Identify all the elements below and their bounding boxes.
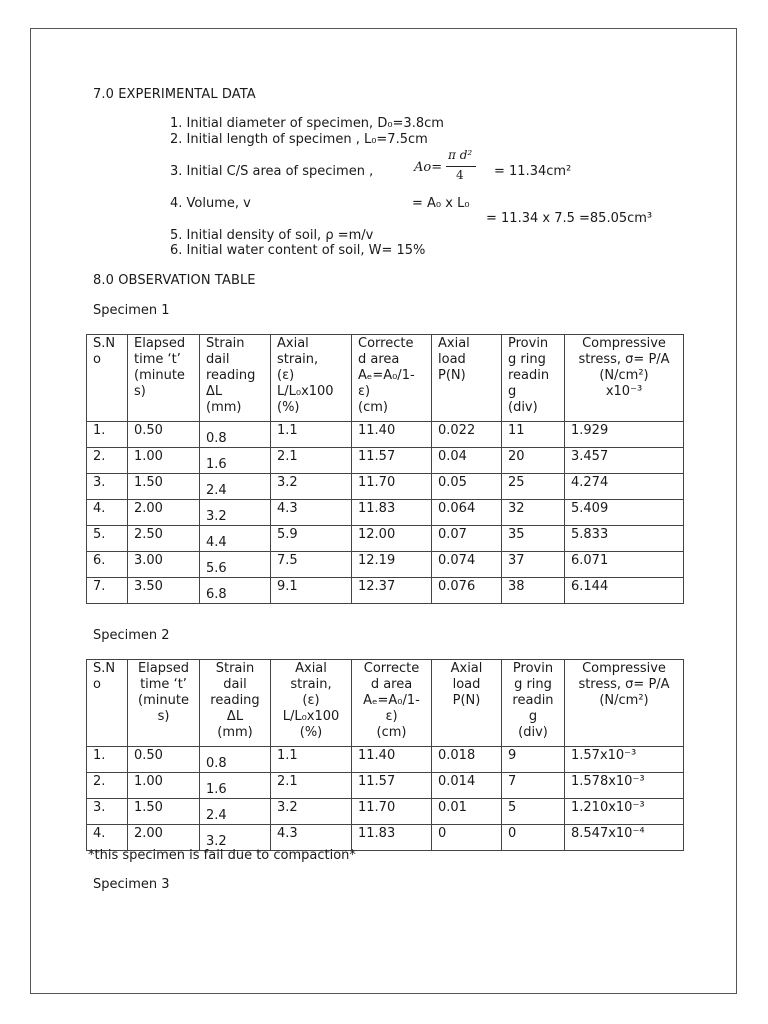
column-header <box>87 335 128 422</box>
table-row <box>87 799 684 825</box>
column-header <box>502 335 565 422</box>
table-cell: 1.00 <box>128 448 200 474</box>
data-item-water-content: 6. Initial water content of soil, W= 15% <box>170 243 426 258</box>
column-header-line: Compressive <box>582 336 666 351</box>
column-header-line: dail <box>206 352 230 367</box>
data-item-density: 5. Initial density of soil, ρ =m/v <box>170 228 374 243</box>
column-header <box>87 660 128 747</box>
table-cell: 0.8 <box>200 422 271 448</box>
column-header <box>432 660 502 747</box>
table-cell: 25 <box>502 474 565 500</box>
section-heading-experimental-data: 7.0 EXPERIMENTAL DATA <box>93 87 256 102</box>
table-cell: 9 <box>502 747 565 773</box>
column-header-line: readin <box>508 368 550 383</box>
column-header-line: (cm) <box>358 400 388 415</box>
table-cell: 5.6 <box>200 552 271 578</box>
table-cell: 2.50 <box>128 526 200 552</box>
table-cell: 20 <box>502 448 565 474</box>
table-cell: 0.04 <box>432 448 502 474</box>
column-header-line: Elapsed <box>137 661 190 676</box>
table-cell: 5.833 <box>565 526 684 552</box>
column-header-line: (mm) <box>206 400 242 415</box>
table-cell: 2.1 <box>271 448 352 474</box>
column-header-line: Correcte <box>358 336 414 351</box>
table-cell: 9.1 <box>271 578 352 604</box>
column-header-line: g ring <box>514 677 552 692</box>
column-header-line: x10⁻³ <box>605 384 643 399</box>
column-header-line: P(N) <box>438 368 466 383</box>
column-header-line: (%) <box>299 725 323 740</box>
column-header-line: P(N) <box>452 693 481 708</box>
column-header-line: o <box>93 352 101 367</box>
column-header-line: (%) <box>277 400 300 415</box>
table-cell: 0.50 <box>128 747 200 773</box>
column-header-line: (ε) <box>302 693 320 708</box>
table-cell: 1.6 <box>200 773 271 799</box>
table-cell: 12.00 <box>352 526 432 552</box>
table-cell: 7.5 <box>271 552 352 578</box>
column-header-line: Provin <box>512 661 554 676</box>
column-header-line: (N/cm²) <box>599 368 649 383</box>
table-cell: 0.014 <box>432 773 502 799</box>
column-header-line: load <box>438 352 466 367</box>
table-cell: 1. <box>87 422 128 448</box>
table-cell: 11.40 <box>352 422 432 448</box>
table-cell: 11.57 <box>352 773 432 799</box>
table-cell: 2.00 <box>128 500 200 526</box>
table-cell: 0 <box>432 825 502 851</box>
table-cell: 11 <box>502 422 565 448</box>
column-header-line: load <box>452 677 481 692</box>
column-header-line: d area <box>358 352 400 367</box>
column-header-line: Strain <box>206 336 245 351</box>
column-header-line: (minute <box>138 693 189 708</box>
table-cell: 1.1 <box>271 747 352 773</box>
column-header-line: Axial <box>438 336 470 351</box>
table-cell: 12.37 <box>352 578 432 604</box>
column-header-line: g <box>508 384 517 399</box>
volume-formula: = A₀ x L₀ <box>412 196 470 211</box>
table-row <box>87 474 684 500</box>
table-cell: 1.50 <box>128 799 200 825</box>
table-cell: 0.022 <box>432 422 502 448</box>
table-cell: 5. <box>87 526 128 552</box>
column-header-line: (N/cm²) <box>599 693 649 708</box>
column-header-line: stress, σ= P/A <box>578 677 670 692</box>
data-item-area: 3. Initial C/S area of specimen , <box>170 164 374 179</box>
column-header <box>128 660 200 747</box>
table-cell: 5 <box>502 799 565 825</box>
table-cell: 3. <box>87 474 128 500</box>
table-cell: 0.018 <box>432 747 502 773</box>
table-cell: 1.6 <box>200 448 271 474</box>
column-header-line: s) <box>157 709 170 724</box>
table-cell: 6.071 <box>565 552 684 578</box>
table-row <box>87 825 684 851</box>
column-header-line: (ε) <box>277 368 295 383</box>
column-header <box>352 660 432 747</box>
column-header-line: time ‘t’ <box>134 352 181 367</box>
table-cell: 3.50 <box>128 578 200 604</box>
table-cell: 0.05 <box>432 474 502 500</box>
column-header-line: Axial <box>277 336 309 351</box>
column-header <box>352 335 432 422</box>
column-header-line: g <box>528 709 538 724</box>
column-header-line: Aₑ=A₀/1- <box>358 368 415 383</box>
table-cell: 11.83 <box>352 500 432 526</box>
table-row <box>87 500 684 526</box>
table-cell: 0.50 <box>128 422 200 448</box>
column-header <box>200 660 271 747</box>
table-cell: 11.70 <box>352 799 432 825</box>
column-header-line: d area <box>370 677 413 692</box>
table-cell: 0.076 <box>432 578 502 604</box>
table-row <box>87 526 684 552</box>
column-header-line: o <box>93 677 101 692</box>
table-cell: 11.83 <box>352 825 432 851</box>
data-item-diameter: 1. Initial diameter of specimen, D₀=3.8cm <box>170 116 444 131</box>
table-header-row <box>87 660 684 747</box>
table-row <box>87 448 684 474</box>
table-cell: 7. <box>87 578 128 604</box>
table-cell: 0.01 <box>432 799 502 825</box>
column-header-line: Compressive <box>582 661 666 676</box>
column-header-line: L/L₀x100 <box>277 384 334 399</box>
table-cell: 0.074 <box>432 552 502 578</box>
column-header-line: (div) <box>508 400 538 415</box>
column-header-line: S.N <box>93 661 116 676</box>
table-cell: 1.57x10⁻³ <box>565 747 684 773</box>
table-cell: 1.50 <box>128 474 200 500</box>
column-header-line: s) <box>134 384 146 399</box>
table-cell: 8.547x10⁻⁴ <box>565 825 684 851</box>
column-header-line: stress, σ= P/A <box>578 352 670 367</box>
table-cell: 2. <box>87 448 128 474</box>
table-cell: 32 <box>502 500 565 526</box>
table-header-row <box>87 335 684 422</box>
table-cell: 6.8 <box>200 578 271 604</box>
table-cell: 2.1 <box>271 773 352 799</box>
column-header-line: (minute <box>134 368 185 383</box>
table-cell: 3.2 <box>200 825 271 851</box>
table-cell: 4. <box>87 825 128 851</box>
table-cell: 0 <box>502 825 565 851</box>
column-header <box>432 335 502 422</box>
observation-table-specimen-2 <box>86 659 684 851</box>
specimen-3-label: Specimen 3 <box>93 877 170 892</box>
section-heading-observation-table: 8.0 OBSERVATION TABLE <box>93 273 256 288</box>
observation-table-specimen-1 <box>86 334 684 604</box>
column-header <box>200 335 271 422</box>
column-header <box>502 660 565 747</box>
data-item-length: 2. Initial length of specimen , L₀=7.5cm <box>170 132 428 147</box>
column-header-line: Elapsed <box>134 336 186 351</box>
column-header-line: Aₑ=A₀/1- <box>363 693 420 708</box>
table-cell: 6. <box>87 552 128 578</box>
table-cell: 0.07 <box>432 526 502 552</box>
column-header-line: L/L₀x100 <box>282 709 340 724</box>
table-row <box>87 552 684 578</box>
column-header-line: reading <box>210 693 260 708</box>
table-cell: 12.19 <box>352 552 432 578</box>
table-cell: 4. <box>87 500 128 526</box>
volume-formula-result: = 11.34 x 7.5 =85.05cm³ <box>486 211 653 226</box>
column-header <box>128 335 200 422</box>
table-cell: 0.064 <box>432 500 502 526</box>
table-cell: 2. <box>87 773 128 799</box>
table-cell: 3.2 <box>200 500 271 526</box>
area-formula-result: = 11.34cm² <box>494 164 572 179</box>
table-cell: 1.1 <box>271 422 352 448</box>
column-header-line: (mm) <box>217 725 253 740</box>
table-cell: 3.00 <box>128 552 200 578</box>
specimen-2-label: Specimen 2 <box>93 628 170 643</box>
table-cell: 1.210x10⁻³ <box>565 799 684 825</box>
table-cell: 4.3 <box>271 825 352 851</box>
table-row <box>87 578 684 604</box>
column-header-line: dail <box>223 677 247 692</box>
table-cell: 1.578x10⁻³ <box>565 773 684 799</box>
specimen-2-note: *this specimen is fail due to compaction* <box>88 848 356 863</box>
column-header <box>271 660 352 747</box>
table-cell: 3.2 <box>271 474 352 500</box>
column-header-line: Axial <box>450 661 483 676</box>
area-formula <box>414 148 504 188</box>
table-cell: 2.4 <box>200 474 271 500</box>
column-header-line: Axial <box>295 661 327 676</box>
column-header <box>565 660 684 747</box>
table-cell: 0.8 <box>200 747 271 773</box>
column-header-line: ΔL <box>206 384 223 399</box>
column-header-line: strain, <box>277 352 319 367</box>
table-cell: 11.57 <box>352 448 432 474</box>
table-row <box>87 773 684 799</box>
table-cell: 11.40 <box>352 747 432 773</box>
table-cell: 3. <box>87 799 128 825</box>
column-header-line: S.N <box>93 336 116 351</box>
specimen-1-label: Specimen 1 <box>93 303 170 318</box>
table-cell: 38 <box>502 578 565 604</box>
table-cell: 7 <box>502 773 565 799</box>
table-cell: 37 <box>502 552 565 578</box>
column-header-line: (div) <box>518 725 548 740</box>
table-cell: 2.00 <box>128 825 200 851</box>
column-header-line: Provin <box>508 336 549 351</box>
table-cell: 1.00 <box>128 773 200 799</box>
table-row <box>87 422 684 448</box>
table-cell: 3.2 <box>271 799 352 825</box>
table-cell: 5.9 <box>271 526 352 552</box>
area-formula-lhs: Ao= <box>414 160 443 175</box>
area-formula-denominator: 4 <box>456 168 464 182</box>
fraction-bar <box>446 166 476 167</box>
column-header-line: Correcte <box>363 661 420 676</box>
table-cell: 1. <box>87 747 128 773</box>
column-header-line: ε) <box>385 709 398 724</box>
column-header-line: time ‘t’ <box>140 677 187 692</box>
column-header-line: ε) <box>358 384 371 399</box>
table-cell: 35 <box>502 526 565 552</box>
table-cell: 4.274 <box>565 474 684 500</box>
area-formula-numerator: π d² <box>448 148 473 162</box>
column-header <box>565 335 684 422</box>
column-header-line: Strain <box>215 661 255 676</box>
column-header-line: g ring <box>508 352 546 367</box>
table-cell: 6.144 <box>565 578 684 604</box>
data-item-volume: 4. Volume, v <box>170 196 251 211</box>
table-cell: 5.409 <box>565 500 684 526</box>
column-header-line: readin <box>512 693 554 708</box>
table-cell: 4.4 <box>200 526 271 552</box>
table-row <box>87 747 684 773</box>
table-cell: 2.4 <box>200 799 271 825</box>
column-header <box>271 335 352 422</box>
table-cell: 1.929 <box>565 422 684 448</box>
column-header-line: ΔL <box>226 709 244 724</box>
column-header-line: strain, <box>290 677 332 692</box>
table-cell: 11.70 <box>352 474 432 500</box>
table-cell: 3.457 <box>565 448 684 474</box>
column-header-line: (cm) <box>376 725 407 740</box>
table-cell: 4.3 <box>271 500 352 526</box>
column-header-line: reading <box>206 368 256 383</box>
